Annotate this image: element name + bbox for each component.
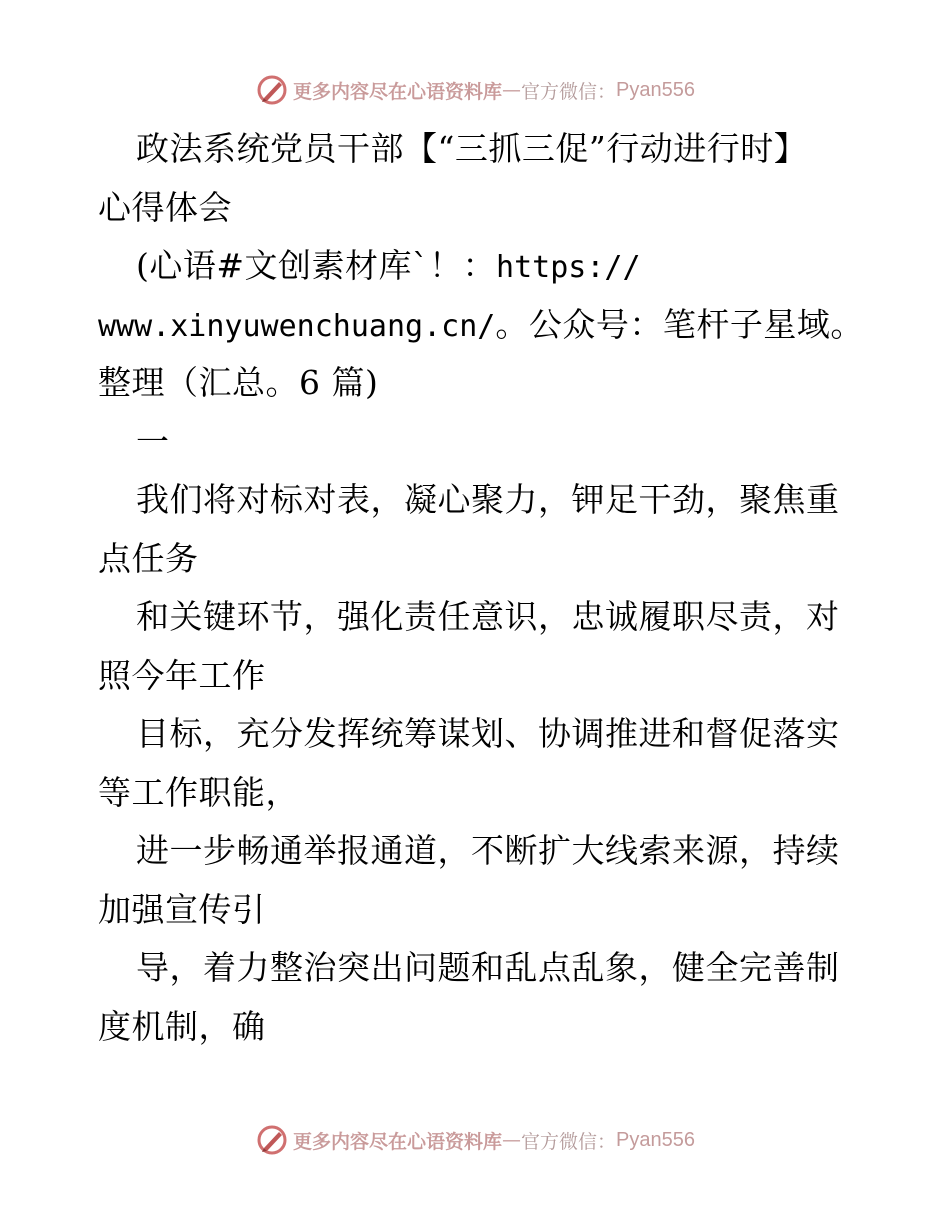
pen-logo-icon (255, 1123, 289, 1157)
source-url-part-1: https:// (496, 250, 641, 285)
source-line-2 (98, 296, 864, 355)
header-banner (0, 70, 950, 110)
paragraph-line: 和关键环节，强化责任意识，忠诚履职尽责，对 (136, 597, 840, 636)
paragraph-line: 目标，充分发挥统筹谋划、协调推进和督促落实 (136, 714, 840, 753)
paragraph-line: 等工作职能， (98, 772, 299, 812)
document-title-line-2: 心得体会 (98, 187, 232, 227)
source-url-part-2: www.xinyuwenchuang.cn/ (98, 308, 496, 344)
banner-dash: — (502, 1129, 522, 1151)
footer-banner (0, 1120, 950, 1160)
banner-wechat-label: 官方微信： (521, 1130, 617, 1153)
banner-site-text: 更多内容尽在心语资料库 (293, 1130, 503, 1153)
source-line-1 (98, 237, 858, 296)
banner-site-text: 更多内容尽在心语资料库 (293, 80, 503, 103)
paragraph-line: 照今年工作 (98, 655, 266, 695)
paragraph-line: 进一步畅通举报通道，不断扩大线索来源，持续 (136, 831, 840, 870)
section-number: 一 (136, 421, 170, 461)
banner-wechat-id: Pyan556 (616, 78, 695, 101)
document-title-line-1: 政法系统党员干部【“三抓三促”行动进行时】 (136, 129, 808, 168)
paragraph-line: 导，着力整治突出问题和乱点乱象，健全完善制 (136, 948, 840, 987)
pen-logo-icon (255, 73, 289, 107)
banner-wechat-id: Pyan556 (616, 1128, 695, 1151)
paragraph-line: 加强宣传引 (98, 889, 266, 929)
source-account: 。公众号：笔杆子星域。 (495, 304, 864, 344)
source-prefix: (心语#文创素材库`！： (136, 246, 497, 285)
source-line-3: 整理（汇总。6 篇) (98, 363, 379, 402)
banner-dash: — (502, 79, 522, 101)
paragraph-line: 我们将对标对表，凝心聚力，钾足干劲，聚焦重 (136, 480, 840, 519)
paragraph-line: 点任务 (98, 538, 199, 578)
banner-wechat-label: 官方微信： (521, 80, 617, 103)
document-body (98, 120, 864, 1056)
paragraph-line: 度机制，确 (98, 1006, 266, 1046)
